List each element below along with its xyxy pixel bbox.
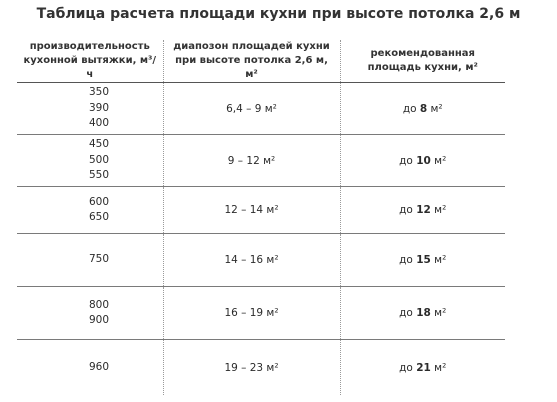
recommended-unit: м² [434, 361, 447, 374]
table-row [17, 135, 505, 187]
hood-capacity-value: 600 [89, 195, 110, 208]
hood-capacity-value: 750 [89, 253, 110, 266]
table-row [17, 187, 505, 234]
recommended-area-cell [340, 287, 505, 340]
recommended-area-cell [340, 135, 505, 187]
hood-capacity-value: 900 [89, 314, 110, 326]
hood-capacity-value: 500 [89, 153, 110, 166]
recommended-prefix: до [399, 307, 413, 319]
hood-capacity-value: 400 [89, 117, 110, 130]
area-calculation-table [17, 40, 505, 395]
recommended-area-cell [340, 234, 505, 287]
header-area-range: диапозон площадей кухни при высоте потолка 2,6 м, м² [163, 40, 340, 83]
table-row [17, 234, 505, 287]
hood-capacity-value: 650 [89, 211, 110, 223]
recommended-unit: м² [434, 154, 447, 167]
recommended-prefix: до [402, 102, 417, 115]
area-range-cell: 16 – 19 м² [163, 287, 340, 340]
header-hood-capacity: производительность кухонной вытяжки, м³/ч [17, 40, 163, 83]
table-body [17, 83, 505, 396]
area-calculation-table-container [17, 40, 505, 395]
recommended-prefix: до [399, 254, 413, 266]
recommended-area-cell [340, 187, 505, 234]
area-range-cell: 12 – 14 м² [163, 187, 340, 234]
hood-capacity-cell [17, 83, 163, 135]
recommended-area-cell [340, 340, 505, 396]
hood-capacity-cell [17, 340, 163, 396]
header-row [17, 40, 505, 83]
recommended-value: 21 [416, 361, 431, 374]
recommended-unit: м² [434, 254, 447, 266]
area-range-cell: 14 – 16 м² [163, 234, 340, 287]
table-row [17, 83, 505, 135]
recommended-unit: м² [434, 204, 447, 216]
recommended-prefix: до [399, 154, 413, 167]
hood-capacity-value: 450 [89, 138, 110, 151]
hood-capacity-value: 800 [89, 298, 110, 311]
header-recommended-area: рекомендованная площадь кухни, м² [340, 40, 505, 83]
recommended-value: 15 [416, 254, 431, 266]
hood-capacity-cell [17, 234, 163, 287]
recommended-prefix: до [399, 361, 413, 374]
recommended-area-cell [340, 83, 505, 135]
area-range-cell: 9 – 12 м² [163, 135, 340, 187]
recommended-value: 8 [419, 102, 428, 115]
area-range-cell: 19 – 23 м² [163, 340, 340, 396]
hood-capacity-cell [17, 135, 163, 187]
recommended-unit: м² [434, 307, 447, 319]
recommended-value: 18 [416, 307, 431, 319]
recommended-value: 12 [416, 204, 431, 216]
hood-capacity-value: 550 [89, 169, 110, 182]
recommended-prefix: до [399, 204, 413, 216]
hood-capacity-value: 960 [89, 360, 110, 373]
hood-capacity-value: 390 [89, 101, 110, 114]
hood-capacity-cell [17, 287, 163, 340]
recommended-value: 10 [416, 154, 431, 167]
area-range-cell: 6,4 – 9 м² [163, 83, 340, 135]
hood-capacity-value: 350 [89, 86, 110, 99]
recommended-unit: м² [430, 102, 443, 115]
table-row [17, 340, 505, 396]
table-row [17, 287, 505, 340]
hood-capacity-cell [17, 187, 163, 234]
table-title: Таблица расчета площади кухни при высоте потолка 2,6 м [36, 6, 521, 22]
